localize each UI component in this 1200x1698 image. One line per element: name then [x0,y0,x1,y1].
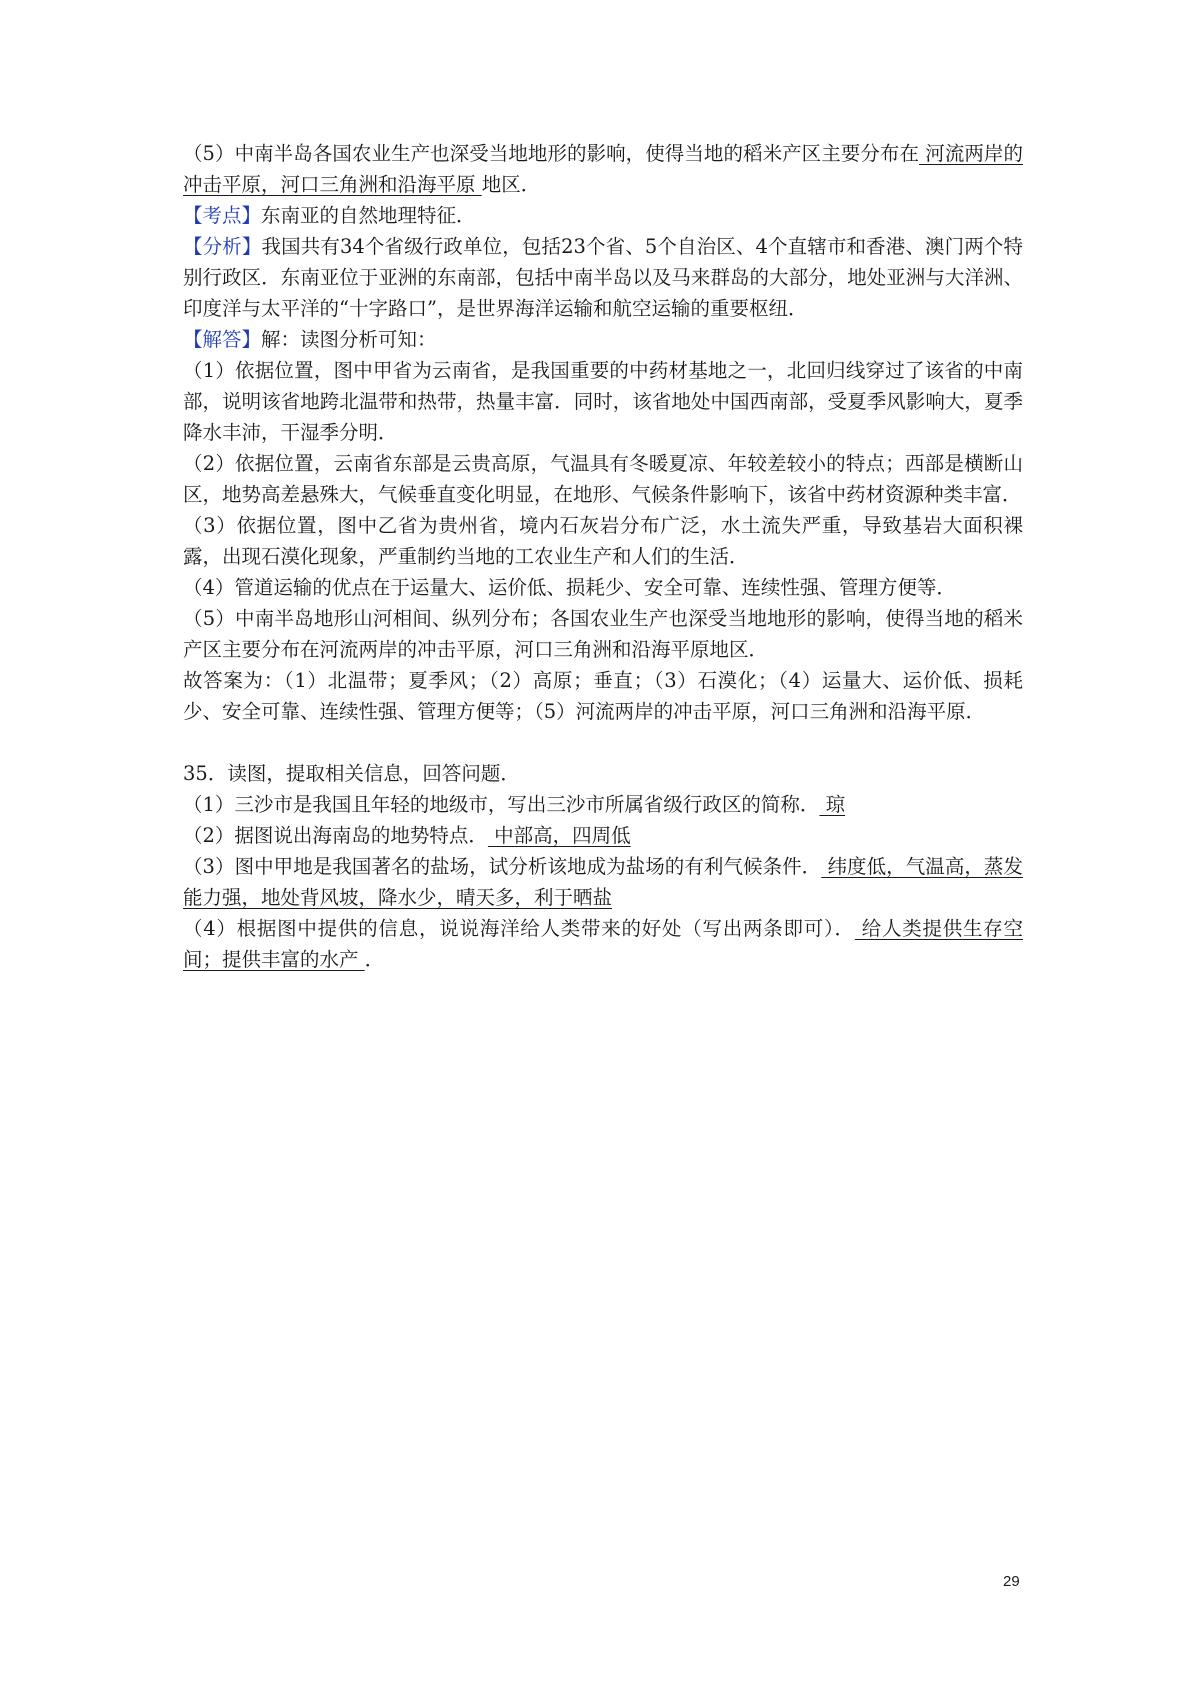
jieda-text: 解：读图分析可知： [261,328,437,351]
q5-answer: 河流两岸的冲击平原，河口三角洲和沿海平原 [183,142,1023,196]
q35-4-prefix: （4）根据图中提供的信息，说说海洋给人类带来的好处（写出两条即可）． [183,917,855,940]
q35-1-answer: 琼 [819,793,846,816]
answer-3: （3）依据位置，图中乙省为贵州省，境内石灰岩分布广泛，水土流失严重，导致基岩大面积裸露，出现石漠化现象，严重制约当地的工农业生产和人们的生活． [183,514,1023,568]
jieda-paragraph [183,324,1023,355]
q35-4 [183,913,1023,975]
q35-4-suffix: ． [364,948,385,971]
q5-suffix: 地区． [481,173,541,196]
q35-3-answer: 纬度低，气温高，蒸发能力强，地处背风坡，降水少，晴天多，利于晒盐 [183,855,1023,909]
answer-2: （2）依据位置，云南省东部是云贵高原，气温具有冬暖夏凉、年较差较小的特点；西部是横断山区，地势高差悬殊大，气候垂直变化明显，在地形、气候条件影响下，该省中药材资源种类丰富． [183,452,1023,506]
answer-summary: 故答案为：（1）北温带；夏季风；（2）高原；垂直；（3）石漠化；（4）运量大、运价低、损耗少、安全可靠、连续性强、管理方便等；（5）河流两岸的冲击平原，河口三角洲和沿海平原． [183,669,1023,723]
q5-question [183,138,1023,200]
kaodian-text: 东南亚的自然地理特征． [261,204,476,227]
page-content [183,138,1023,975]
answer-4: （4）管道运输的优点在于运量大、运价低、损耗少、安全可靠、连续性强、管理方便等． [183,576,956,599]
fenxi-text: 我国共有34个省级行政单位，包括23个省、5个自治区、4个直辖市和香港、澳门两个特别行政区．东南亚位于亚洲的东南部，包括中南半岛以及马来群岛的大部分，地处亚洲与大洋洲、印度洋与太平洋的“十字路口”，是世界海洋运输和航空运输的重要枢纽． [183,235,1023,320]
q35-1 [183,789,1023,820]
jieda-tag: 【解答】 [183,328,262,351]
question-35-title: 35．读图，提取相关信息，回答问题． [183,762,520,785]
section-gap [183,727,1023,758]
q5-prefix: （5）中南半岛各国农业生产也深受当地地形的影响，使得当地的稻米产区主要分布在 [183,142,920,165]
fenxi-tag: 【分析】 [183,235,262,258]
kaodian-tag: 【考点】 [183,204,262,227]
fenxi-paragraph [183,231,1023,324]
q35-2 [183,820,1023,851]
q35-3 [183,851,1023,913]
page-number: 29 [1003,1573,1020,1590]
answer-5: （5）中南半岛地形山河相间、纵列分布；各国农业生产也深受当地地形的影响，使得当地的稻米产区主要分布在河流两岸的冲击平原，河口三角洲和沿海平原地区． [183,607,1023,661]
q35-3-prefix: （3）图中甲地是我国著名的盐场，试分析该地成为盐场的有利气候条件． [183,855,822,878]
q35-4-answer: 给人类提供生存空间；提供丰富的水产 [183,917,1023,971]
q35-1-prefix: （1）三沙市是我国且年轻的地级市，写出三沙市所属省级行政区的简称． [183,793,820,816]
answer-1: （1）依据位置，图中甲省为云南省，是我国重要的中药材基地之一，北回归线穿过了该省的中南部，说明该省地跨北温带和热带，热量丰富．同时，该省地处中国西南部，受夏季风影响大，夏季降水丰沛，干湿季分明． [183,359,1023,444]
q35-2-prefix: （2）据图说出海南岛的地势特点． [183,824,488,847]
q35-2-answer: 中部高，四周低 [487,824,631,847]
kaodian-paragraph [183,200,1023,231]
